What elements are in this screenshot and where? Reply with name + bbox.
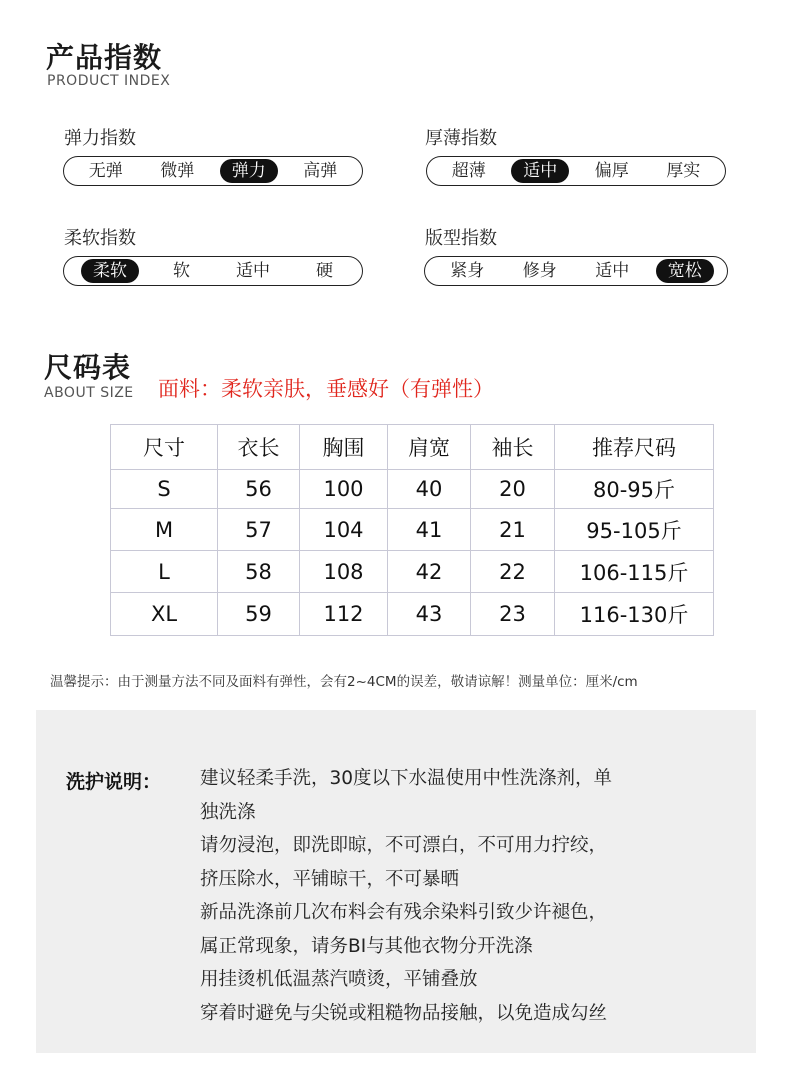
product-index-subtitle: PRODUCT INDEX (47, 73, 171, 89)
index-option: 微弹 (160, 161, 195, 181)
care-line: 穿着时避免与尖锐或粗糙物品接触，以免造成勾丝 (200, 1002, 608, 1024)
table-cell: 23 (471, 593, 555, 636)
care-instructions (200, 762, 720, 1030)
table-header-cell: 胸围 (300, 425, 388, 470)
table-cell: 43 (388, 593, 471, 636)
index-option: 无弹 (88, 161, 123, 181)
table-cell: 22 (471, 551, 555, 593)
table-header-cell: 衣长 (218, 425, 300, 470)
index-option: 硬 (316, 261, 333, 281)
thickness-index-scale (426, 156, 726, 186)
table-cell: 100 (300, 470, 388, 509)
table-header-cell: 肩宽 (388, 425, 471, 470)
table-cell: 108 (300, 551, 388, 593)
table-row (111, 470, 714, 509)
table-row (111, 593, 714, 636)
table-cell: 56 (218, 470, 300, 509)
table-cell: M (111, 509, 218, 551)
care-line: 挤压除水，平铺晾干，不可暴晒 (200, 868, 460, 890)
measurement-tip: 温馨提示：由于测量方法不同及面料有弹性，会有2~4CM的误差，敬请谅解！测量单位：厘米/cm (50, 674, 638, 690)
thickness-index-label: 厚薄指数 (425, 128, 497, 149)
care-line: 独洗涤 (200, 801, 256, 823)
index-option: 软 (173, 261, 190, 281)
table-cell: L (111, 551, 218, 593)
size-table (110, 424, 714, 636)
table-cell: 112 (300, 593, 388, 636)
index-option: 偏厚 (594, 161, 629, 181)
index-option: 适中 (236, 261, 270, 281)
fabric-note: 面料：柔软亲肤，垂感好（有弹性） (158, 377, 494, 401)
index-option: 适中 (595, 261, 630, 281)
table-header-row (111, 425, 714, 470)
fit-index-scale (424, 256, 728, 286)
table-cell: 41 (388, 509, 471, 551)
table-cell: 106-115斤 (555, 551, 714, 593)
fit-index-label: 版型指数 (425, 228, 497, 249)
table-header-cell: 袖长 (471, 425, 555, 470)
softness-index-label: 柔软指数 (64, 228, 136, 249)
table-cell: S (111, 470, 218, 509)
index-option: 适中 (511, 159, 569, 183)
size-chart-title: 尺码表 (44, 351, 132, 384)
index-option: 紧身 (450, 261, 485, 281)
table-cell: 95-105斤 (555, 509, 714, 551)
index-option: 弹力 (220, 159, 278, 183)
table-cell: 57 (218, 509, 300, 551)
table-cell: 42 (388, 551, 471, 593)
table-cell: 59 (218, 593, 300, 636)
table-cell: XL (111, 593, 218, 636)
table-cell: 80-95斤 (555, 470, 714, 509)
table-cell: 20 (471, 470, 555, 509)
index-option: 超薄 (451, 161, 486, 181)
elasticity-index-label: 弹力指数 (64, 128, 136, 149)
size-chart-subtitle: ABOUT SIZE (44, 385, 134, 401)
table-cell: 21 (471, 509, 555, 551)
care-line: 属正常现象，请务BI与其他衣物分开洗涤 (200, 935, 533, 957)
care-line: 用挂烫机低温蒸汽喷烫，平铺叠放 (200, 969, 478, 990)
care-title: 洗护说明： (66, 771, 162, 793)
care-line: 请勿浸泡，即洗即晾，不可漂白，不可用力拧绞， (200, 835, 608, 856)
elasticity-index-scale (63, 156, 363, 186)
table-cell: 40 (388, 470, 471, 509)
index-option: 修身 (522, 261, 557, 281)
table-cell: 58 (218, 551, 300, 593)
index-option: 柔软 (81, 259, 139, 283)
care-line: 新品洗涤前几次布料会有残余染料引致少许褪色， (200, 902, 608, 923)
index-option: 厚实 (666, 161, 701, 181)
softness-index-scale (63, 256, 363, 286)
table-cell: 116-130斤 (555, 593, 714, 636)
table-header-cell: 尺寸 (111, 425, 218, 470)
product-index-title: 产品指数 (46, 41, 163, 74)
index-option: 高弹 (303, 161, 338, 181)
table-row (111, 509, 714, 551)
index-option: 宽松 (656, 259, 714, 283)
table-row (111, 551, 714, 593)
table-cell: 104 (300, 509, 388, 551)
care-line: 建议轻柔手洗，30度以下水温使用中性洗涤剂，单 (200, 768, 613, 789)
table-header-cell: 推荐尺码 (555, 425, 714, 470)
